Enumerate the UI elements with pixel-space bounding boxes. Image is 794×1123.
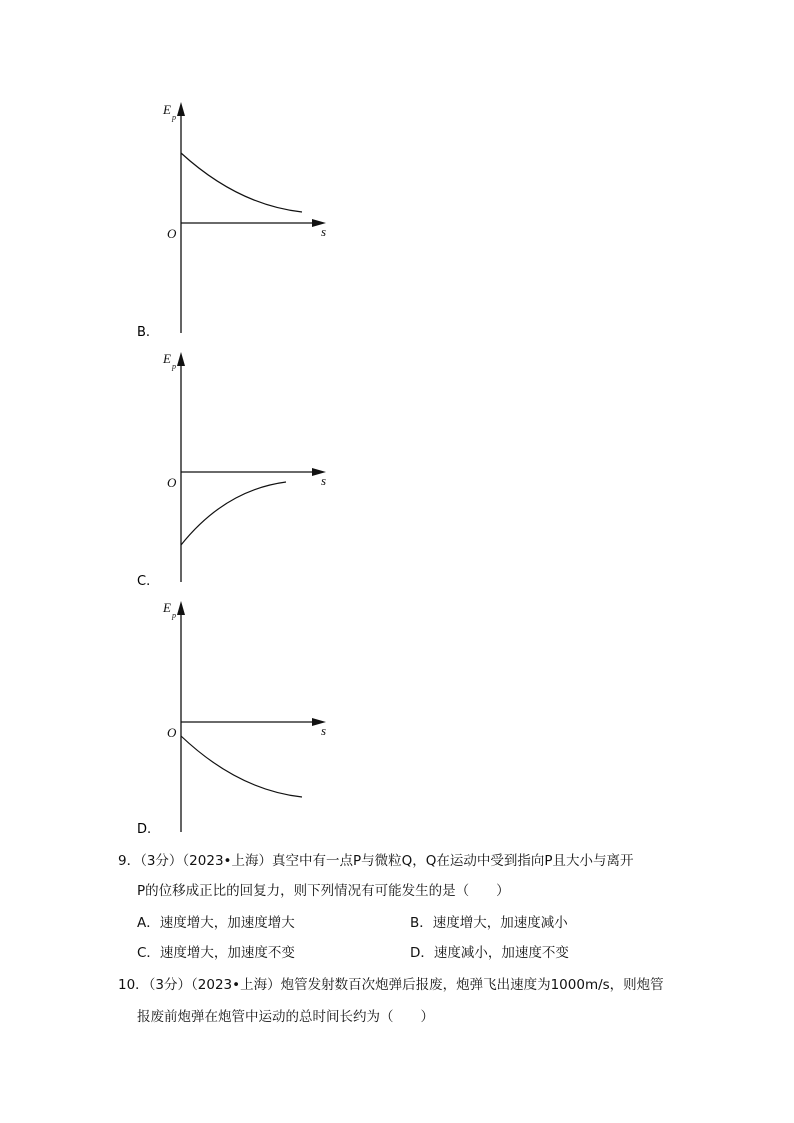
origin-label: O — [167, 475, 177, 490]
option-letter: D. — [137, 822, 152, 837]
question-9-option-c: C．速度增大，加速度不变 — [137, 945, 295, 961]
x-axis-label: s — [321, 473, 327, 488]
question-9-option-d: D．速度减小，加速度不变 — [410, 945, 569, 961]
graph-option-d — [0, 0, 340, 850]
y-axis-subscript: p — [172, 611, 176, 620]
origin-label: O — [167, 226, 177, 241]
question-9-option-a: A．速度增大，加速度增大 — [137, 915, 295, 931]
question-9-option-b: B．速度增大，加速度减小 — [410, 915, 568, 931]
y-axis-label: E — [163, 351, 171, 366]
question-9-line-1: 9．（3分）（2023•上海）真空中有一点P与微粒Q，Q在运动中受到指向P且大小与离开 — [118, 853, 634, 869]
y-axis-label: E — [163, 600, 171, 615]
y-axis-label: E — [163, 102, 171, 117]
y-axis-subscript: p — [172, 362, 176, 371]
x-axis-label: s — [321, 224, 327, 239]
option-letter: C. — [137, 574, 151, 589]
decreasing-negative-curve — [181, 736, 302, 797]
option-letter: B. — [137, 325, 151, 340]
question-9-line-2: P的位移成正比的回复力，则下列情况有可能发生的是（ ） — [137, 883, 510, 899]
origin-label: O — [167, 725, 177, 740]
question-10-line-2: 报废前炮弹在炮管中运动的总时间长约为（ ） — [137, 1009, 434, 1025]
x-axis-label: s — [321, 723, 327, 738]
y-axis-arrow — [177, 601, 185, 615]
question-10-line-1: 10．（3分）（2023•上海）炮管发射数百次炮弹后报废，炮弹飞出速度为1000m/s，则炮管 — [118, 977, 664, 993]
y-axis-subscript: p — [172, 113, 176, 122]
